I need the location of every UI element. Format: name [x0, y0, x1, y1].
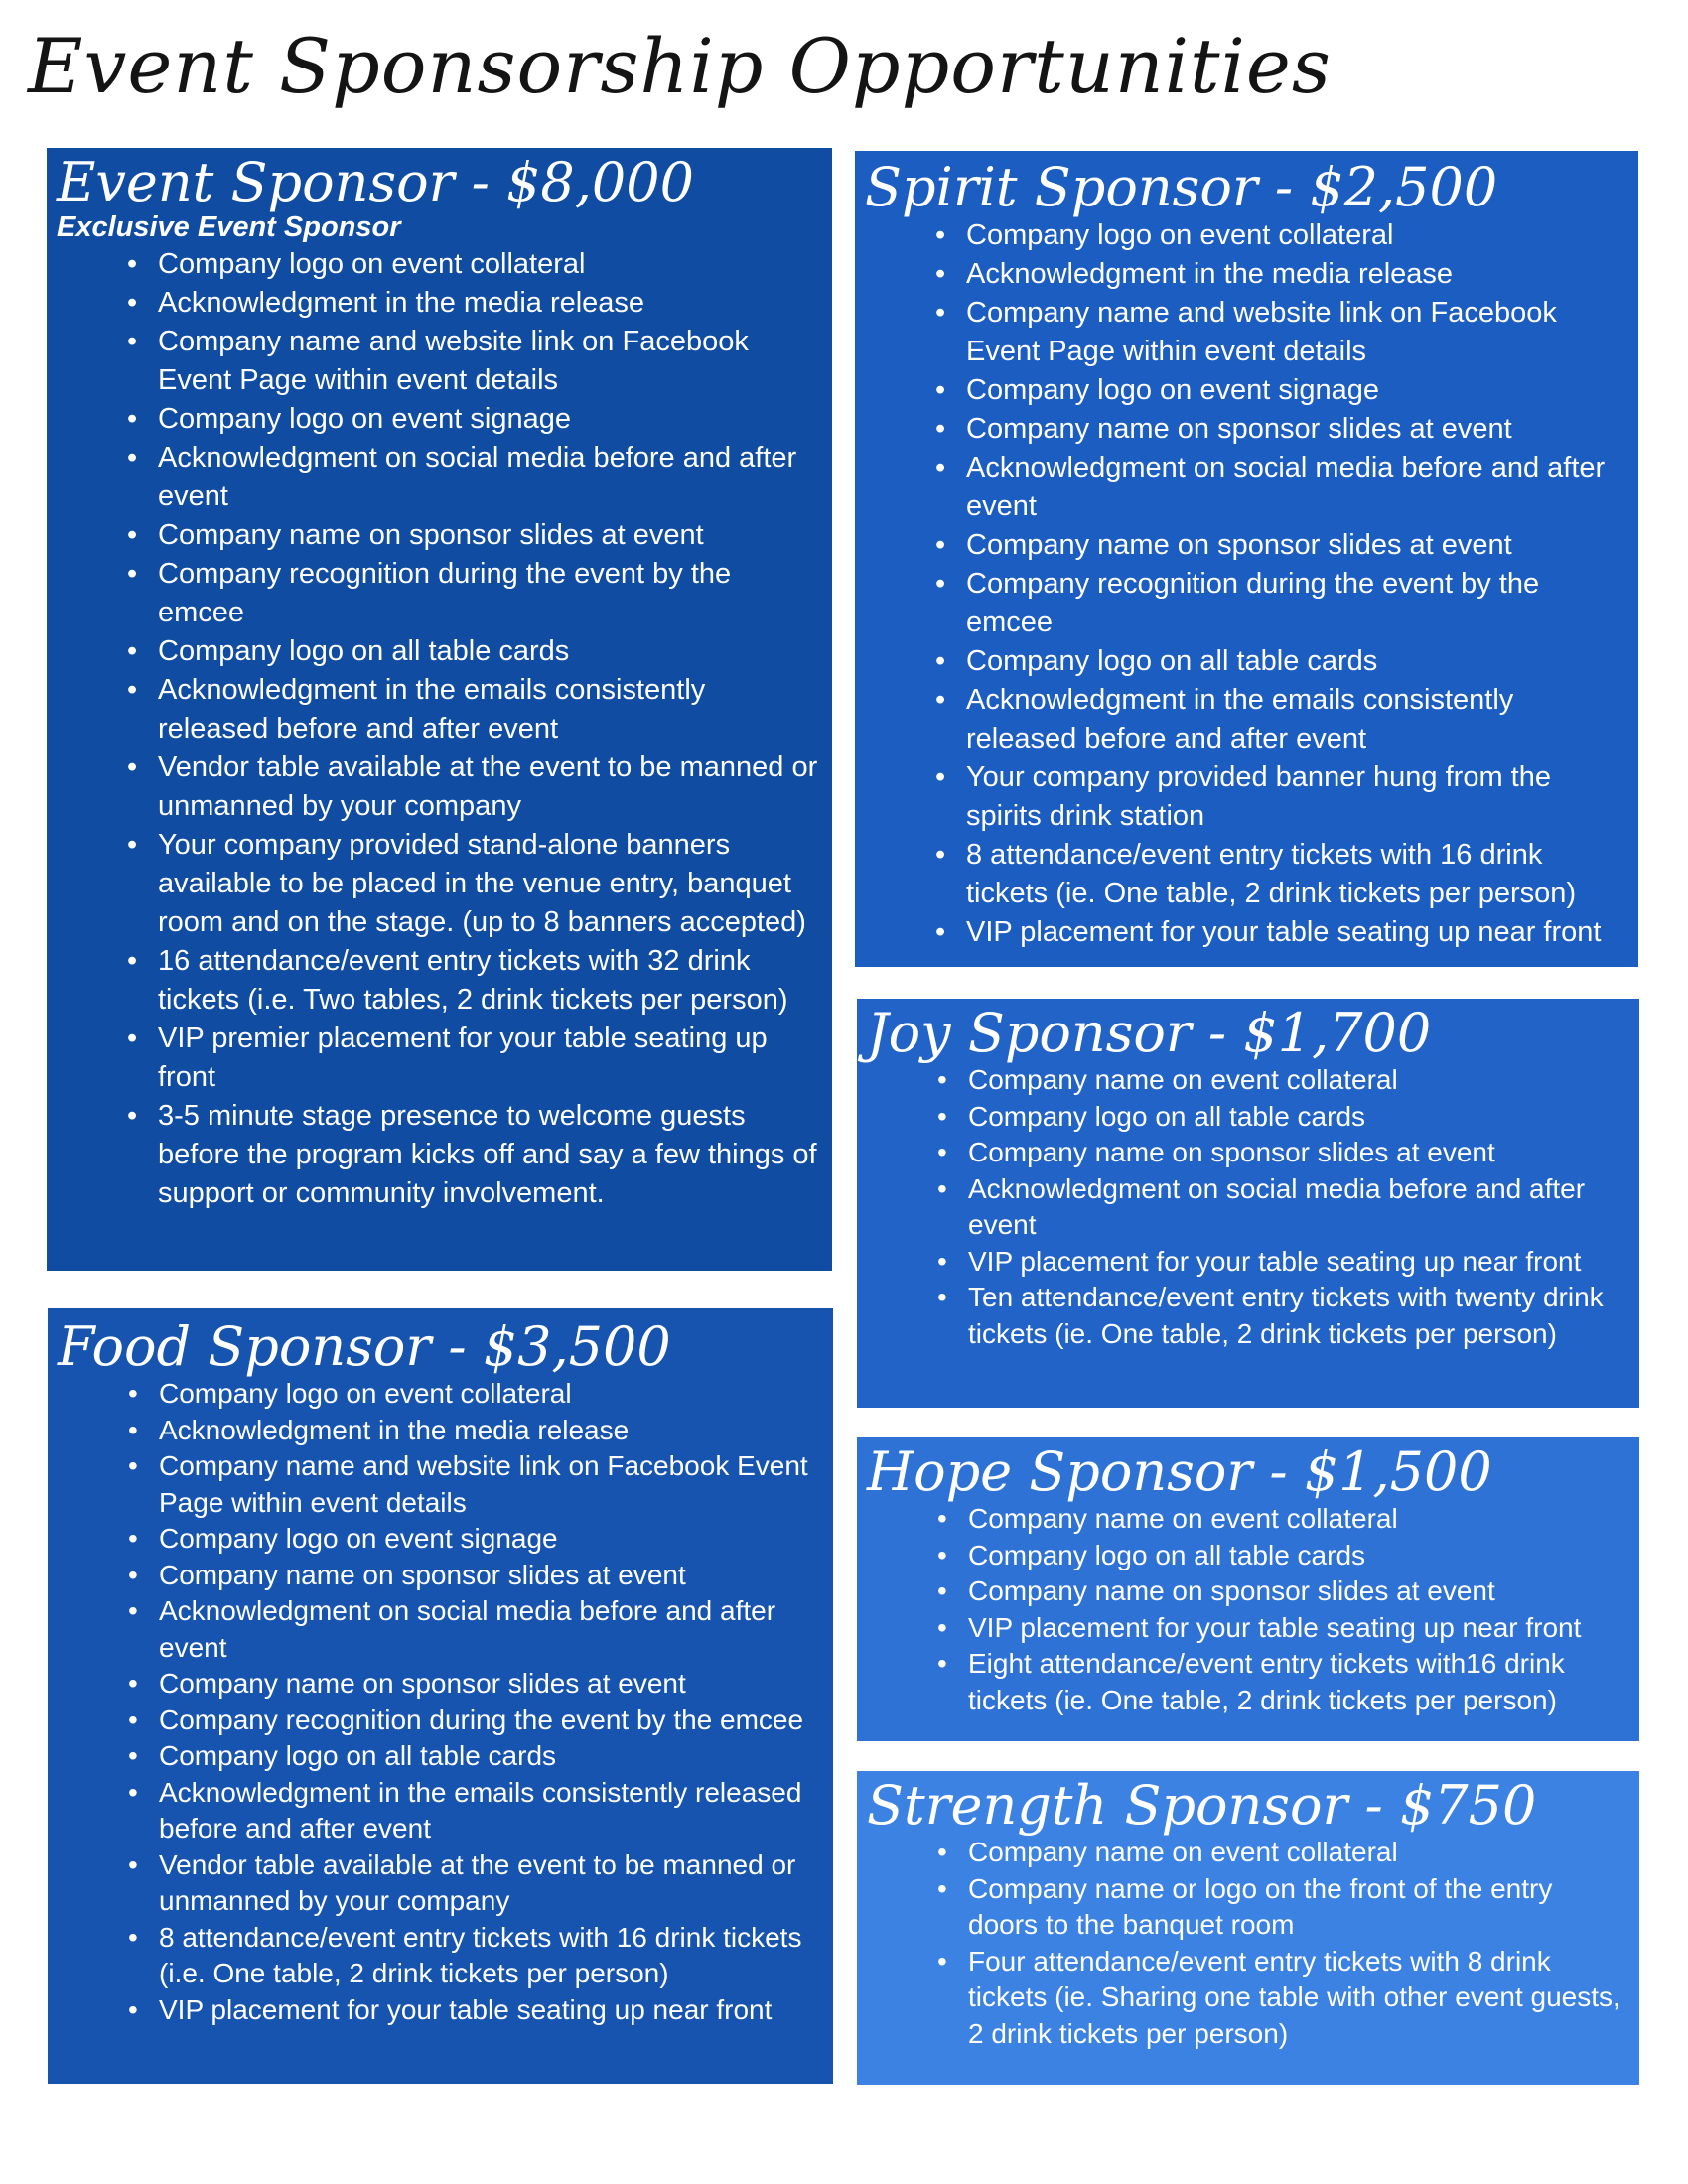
spirit-sponsor-box — [855, 151, 1638, 967]
spirit-sponsor-benefits — [865, 216, 1628, 952]
benefit-item — [128, 1413, 823, 1449]
strength-sponsor-benefits — [867, 1835, 1629, 2052]
benefit-item — [128, 1593, 823, 1666]
bullet-icon: • — [937, 1575, 947, 1606]
bullet-icon: • — [127, 442, 138, 474]
bullet-icon: • — [127, 635, 138, 667]
benefit-item — [128, 1558, 823, 1594]
bullet-icon: • — [127, 326, 138, 357]
bullet-icon: • — [935, 452, 946, 483]
benefit-item — [935, 255, 1628, 294]
bullet-icon: • — [128, 1848, 138, 1880]
benefit-text: Company logo on event signage — [159, 1523, 558, 1554]
benefit-item — [128, 1448, 823, 1521]
benefit-text: VIP premier placement for your table seating up front — [158, 1023, 768, 1093]
bullet-icon: • — [937, 1837, 947, 1867]
benefit-item — [935, 642, 1628, 681]
joy-sponsor-box — [857, 999, 1639, 1408]
benefit-text: Company name on sponsor slides at event — [968, 1575, 1495, 1606]
benefit-text: Company name on sponsor slides at event — [968, 1137, 1495, 1167]
hope-sponsor-title: Hope Sponsor - $1,500 — [867, 1440, 1492, 1503]
food-sponsor-benefits — [58, 1376, 823, 2028]
bullet-icon: • — [128, 1993, 138, 2025]
event-sponsor-box — [47, 148, 832, 1271]
benefit-text: Company name on sponsor slides at event — [966, 413, 1512, 445]
strength-sponsor-box — [857, 1771, 1639, 2085]
benefit-item — [128, 1992, 823, 2029]
benefit-item — [937, 1280, 1629, 1352]
benefit-item — [128, 1666, 823, 1703]
bullet-icon: • — [935, 839, 946, 871]
bullet-icon: • — [935, 645, 946, 677]
benefit-item — [935, 216, 1628, 255]
benefit-text: 8 attendance/event entry tickets with 16 drink tickets (ie. One table, 2 drink tickets per person) — [966, 839, 1577, 909]
benefit-item — [128, 1703, 823, 1739]
benefit-text: VIP placement for your table seating up near front — [968, 1245, 1582, 1277]
benefit-item — [127, 400, 822, 439]
page-title: Event Sponsorship Opportunities — [28, 22, 1332, 110]
benefit-text: Company name or logo on the front of the entry doors to the banquet room — [968, 1872, 1553, 1940]
benefit-text: Company logo on event collateral — [158, 248, 586, 280]
benefit-text: 8 attendance/event entry tickets with 16 drink tickets (i.e. One table, 2 drink tickets per person) — [159, 1921, 802, 1988]
benefit-item — [128, 1376, 823, 1413]
benefit-text: Company logo on all table cards — [159, 1740, 557, 1771]
bullet-icon: • — [935, 684, 946, 716]
benefit-item — [128, 1521, 823, 1558]
bullet-icon: • — [937, 1611, 947, 1643]
benefit-item — [127, 671, 822, 749]
benefit-item — [127, 942, 822, 1020]
benefit-text: Acknowledgment in the media release — [159, 1414, 630, 1445]
benefit-text: Ten attendance/event entry tickets with twenty drink tickets (ie. One table, 2 drink tickets per person) — [968, 1282, 1604, 1349]
benefit-text: Company logo on all table cards — [968, 1100, 1366, 1132]
bullet-icon: • — [937, 1064, 947, 1095]
benefit-text: Vendor table available at the event to be manned or unmanned by your company — [158, 751, 818, 822]
bullet-icon: • — [935, 413, 946, 445]
benefit-item — [127, 826, 822, 942]
benefit-text: Acknowledgment on social media before and after event — [158, 442, 797, 512]
benefit-item — [935, 836, 1628, 913]
benefit-text: 3-5 minute stage presence to welcome guests before the program kicks off and say a few things of support or community involvement. — [158, 1100, 817, 1209]
joy-sponsor-benefits — [867, 1062, 1629, 1352]
bullet-icon: • — [128, 1776, 138, 1808]
hope-sponsor-benefits — [867, 1501, 1629, 1718]
benefit-text: Acknowledgment on social media before and after event — [966, 452, 1606, 522]
benefit-text: Company logo on all table cards — [966, 645, 1378, 677]
bullet-icon: • — [127, 519, 138, 551]
bullet-icon: • — [127, 558, 138, 590]
bullet-icon: • — [937, 1945, 947, 1977]
benefit-text: Company logo on event collateral — [159, 1378, 572, 1409]
benefit-text: Acknowledgment in the emails consistently released before and after event — [158, 674, 706, 745]
bullet-icon: • — [935, 568, 946, 600]
benefit-text: Company name and website link on Facebook Event Page within event details — [966, 297, 1557, 367]
benefit-text: Acknowledgment in the emails consistently released before and after event — [159, 1776, 802, 1843]
bullet-icon: • — [127, 751, 138, 783]
food-sponsor-title: Food Sponsor - $3,500 — [58, 1315, 671, 1378]
bullet-icon: • — [935, 219, 946, 251]
benefit-item — [935, 371, 1628, 410]
bullet-icon: • — [128, 1921, 138, 1953]
benefit-text: Acknowledgment on social media before and after event — [159, 1595, 776, 1663]
benefit-item — [128, 1738, 823, 1775]
event-sponsor-benefits — [57, 245, 822, 1213]
bullet-icon: • — [127, 287, 138, 319]
benefit-item — [127, 245, 822, 284]
benefit-text: Company recognition during the event by the emcee — [159, 1704, 804, 1735]
benefit-text: Company name and website link on Facebook Event Page within event details — [158, 326, 749, 396]
bullet-icon: • — [937, 1172, 947, 1204]
benefit-item — [127, 516, 822, 555]
bullet-icon: • — [937, 1872, 947, 1904]
benefit-item — [935, 449, 1628, 526]
bullet-icon: • — [128, 1523, 138, 1554]
bullet-icon: • — [127, 248, 138, 280]
benefit-item — [937, 1835, 1629, 1871]
benefit-text: Company logo on all table cards — [968, 1539, 1366, 1570]
benefit-text: Company name on event collateral — [968, 1503, 1398, 1534]
benefit-text: Eight attendance/event entry tickets with16 drink tickets (ie. One table, 2 drink tickets per person) — [968, 1648, 1565, 1715]
event-sponsor-subtitle: Exclusive Event Sponsor — [57, 211, 401, 243]
benefit-item — [935, 681, 1628, 758]
benefit-text: Company logo on event signage — [966, 374, 1379, 406]
benefit-text: Company logo on all table cards — [158, 635, 570, 667]
benefit-item — [127, 439, 822, 516]
bullet-icon: • — [127, 829, 138, 861]
bullet-icon: • — [937, 1648, 947, 1679]
bullet-icon: • — [937, 1539, 947, 1570]
bullet-icon: • — [127, 1023, 138, 1054]
hope-sponsor-box — [857, 1437, 1639, 1741]
benefit-item — [937, 1099, 1629, 1136]
benefit-text: Company name and website link on Facebook Event Page within event details — [159, 1450, 808, 1518]
benefit-text: Company recognition during the event by the emcee — [158, 558, 732, 628]
benefit-item — [937, 1573, 1629, 1610]
strength-sponsor-title: Strength Sponsor - $750 — [867, 1774, 1537, 1837]
benefit-text: Company recognition during the event by the emcee — [966, 568, 1540, 638]
bullet-icon: • — [937, 1245, 947, 1277]
bullet-icon: • — [935, 529, 946, 561]
bullet-icon: • — [127, 674, 138, 706]
bullet-icon: • — [128, 1595, 138, 1626]
benefit-text: VIP placement for your table seating up near front — [159, 1993, 773, 2025]
benefit-text: Acknowledgment in the emails consistently released before and after event — [966, 684, 1514, 754]
bullet-icon: • — [128, 1559, 138, 1590]
benefit-text: Company name on sponsor slides at event — [966, 529, 1512, 561]
food-sponsor-box — [48, 1308, 833, 2084]
benefit-item — [127, 1097, 822, 1213]
benefit-item — [127, 632, 822, 671]
benefit-item — [935, 526, 1628, 565]
bullet-icon: • — [937, 1137, 947, 1167]
bullet-icon: • — [935, 374, 946, 406]
benefit-text: Company name on event collateral — [968, 1837, 1398, 1867]
benefit-item — [128, 1847, 823, 1920]
benefit-item — [127, 749, 822, 826]
bullet-icon: • — [127, 403, 138, 435]
benefit-item — [935, 294, 1628, 371]
benefit-text: Acknowledgment in the media release — [158, 287, 645, 319]
benefit-text: Company logo on event collateral — [966, 219, 1394, 251]
bullet-icon: • — [935, 916, 946, 948]
bullet-icon: • — [128, 1378, 138, 1409]
benefit-text: Your company provided stand-alone banners available to be placed in the venue entry, banquet room and on the stage. (up to 8 banners accepted) — [158, 829, 806, 938]
benefit-text: Acknowledgment in the media release — [966, 258, 1454, 290]
benefit-text: Company name on sponsor slides at event — [159, 1559, 686, 1590]
bullet-icon: • — [935, 258, 946, 290]
benefit-text: Acknowledgment on social media before and after event — [968, 1172, 1586, 1240]
benefit-text: 16 attendance/event entry tickets with 32 drink tickets (i.e. Two tables, 2 drink tickets per person) — [158, 945, 788, 1016]
benefit-text: VIP placement for your table seating up near front — [966, 916, 1602, 948]
joy-sponsor-title: Joy Sponsor - $1,700 — [867, 1002, 1432, 1064]
benefit-item — [127, 284, 822, 323]
benefit-item — [127, 1020, 822, 1097]
benefit-text: VIP placement for your table seating up near front — [968, 1611, 1582, 1643]
bullet-icon: • — [128, 1668, 138, 1699]
benefit-item — [937, 1171, 1629, 1244]
benefit-text: Company name on sponsor slides at event — [158, 519, 704, 551]
benefit-text: Four attendance/event entry tickets with 8 drink tickets (ie. Sharing one table with other event guests, 2 drink tickets per person) — [968, 1945, 1620, 2049]
benefit-item — [935, 410, 1628, 449]
benefit-item — [128, 1920, 823, 1992]
benefit-item — [937, 1244, 1629, 1281]
benefit-item — [127, 323, 822, 400]
benefit-item — [937, 1944, 1629, 2053]
bullet-icon: • — [127, 1100, 138, 1132]
bullet-icon: • — [128, 1450, 138, 1481]
bullet-icon: • — [127, 945, 138, 977]
benefit-item — [935, 758, 1628, 836]
benefit-item — [127, 555, 822, 632]
bullet-icon: • — [128, 1740, 138, 1771]
benefit-item — [128, 1775, 823, 1847]
benefit-text: Company name on event collateral — [968, 1064, 1398, 1095]
benefit-text: Company logo on event signage — [158, 403, 571, 435]
benefit-item — [937, 1871, 1629, 1944]
benefit-item — [935, 565, 1628, 642]
benefit-text: Your company provided banner hung from the spirits drink station — [966, 761, 1551, 832]
benefit-item — [935, 913, 1628, 952]
bullet-icon: • — [937, 1282, 947, 1312]
bullet-icon: • — [128, 1704, 138, 1735]
benefit-item — [937, 1538, 1629, 1574]
benefit-item — [937, 1610, 1629, 1647]
benefit-item — [937, 1646, 1629, 1718]
benefit-text: Company name on sponsor slides at event — [159, 1668, 686, 1699]
bullet-icon: • — [937, 1100, 947, 1132]
benefit-text: Vendor table available at the event to be manned or unmanned by your company — [159, 1848, 796, 1916]
benefit-item — [937, 1135, 1629, 1171]
spirit-sponsor-title: Spirit Sponsor - $2,500 — [865, 156, 1498, 218]
benefit-item — [937, 1501, 1629, 1538]
bullet-icon: • — [935, 761, 946, 793]
event-sponsor-title: Event Sponsor - $8,000 — [57, 151, 694, 213]
bullet-icon: • — [935, 297, 946, 329]
bullet-icon: • — [128, 1414, 138, 1445]
benefit-item — [937, 1062, 1629, 1099]
bullet-icon: • — [937, 1503, 947, 1534]
